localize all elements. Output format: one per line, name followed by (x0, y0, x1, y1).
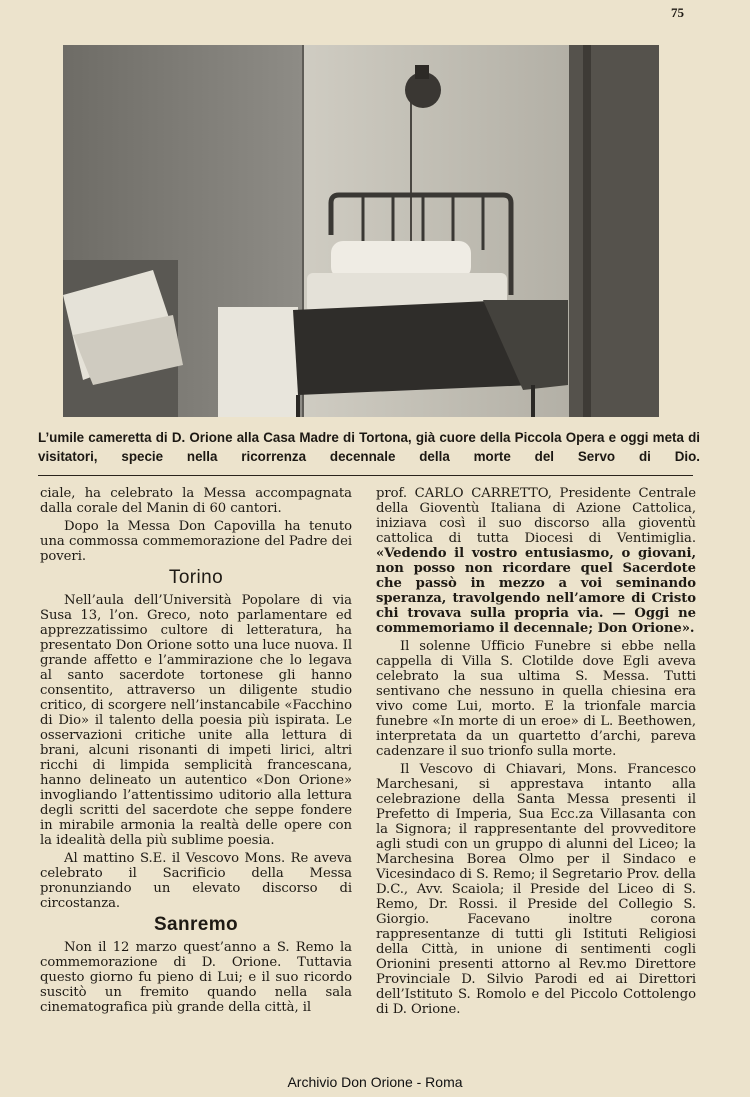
section-divider (38, 475, 693, 476)
photo-caption: L’umile cameretta di D. Orione alla Casa Madre di Tortona, già cuore della Piccola Opera e oggi meta di visitatori, specie nella ricorrenza decennale della morte del Servo di Dio. (38, 430, 700, 464)
right-column (376, 486, 696, 1020)
left-column (40, 486, 352, 1018)
page-number: 75 (671, 5, 684, 20)
archive-footer: Archivio Don Orione - Roma (287, 1074, 463, 1090)
right-paragraph-1-intro: prof. CARLO CARRETTO, Presidente Centrale della Gioventù Italiana di Azione Cattolica, iniziava così il suo discorso alla gioventù cattolica di tutta Diocesi di Ventimiglia. (376, 486, 696, 546)
left-paragraph-4: Al mattino S.E. il Vescovo Mons. Re aveva celebrato il Sacrificio della Messa pronunziando un elevato discorso di circostanza. (40, 851, 352, 911)
left-paragraph-5: Non il 12 marzo quest’anno a S. Remo la commemorazione di D. Orione. Tuttavia questo giorno fu pieno di Lui; e il suo ricordo suscitò un fremito quando nella sala cinematografica più grande della città, il (40, 940, 352, 1015)
right-paragraph-1 (376, 486, 696, 636)
heading-sanremo: Sanremo (153, 914, 239, 935)
left-paragraph-2: Dopo la Messa Don Capovilla ha tenuto una commossa commemorazione del Padre dei poveri. (40, 519, 352, 564)
right-paragraph-1-quote: «Vedendo il vostro entusiasmo, o giovani, non posso non ricordare quel Sacerdote che passò in mezzo a voi seminando speranza, travolgendo nell’amore di Cristo chi trovava sulla propria via. — Oggi ne commemoriamo il decennale; Don Orione». (376, 546, 696, 636)
left-paragraph-3: Nell’aula dell’Università Popolare di via Susa 13, l’on. Greco, noto parlamentare ed apprezzatissimo cultore di letteratura, ha presentato Don Orione sotto una luce nuova. Il grande affetto e l’ammirazione che lo legava al santo sacerdote tortonese gli hanno consentito, attraverso un diligente studio critico, di scorgere nell’instancabile «Facchino di Dio» il talento della poesia più ispirata. Le osservazioni critiche unite alla lettura di brani, alcuni risonanti di impeti lirici, altri ricchi di limpida semplicità francescana, hanno delineato un autentico «Don Orione» invogliando l’attentissimo uditorio alla lettura degli scritti del sacerdote che seppe fondere in mirabile armonia la realtà delle opere con la idealità della più sublime poesia. (40, 593, 352, 848)
bedroom-photo (63, 45, 659, 417)
right-paragraph-2: Il solenne Ufficio Funebre si ebbe nella cappella di Villa S. Clotilde dove Egli aveva celebrato la sua ultima S. Messa. Tutti sentivano che nessuno in quella chiesina era vivo come Lui, morto. E la trionfale marcia funebre «In morte di un eroe» di L. Beethowen, interpretata da un quartetto d’archi, pareva cadenzare il suo trionfo sulla morte. (376, 639, 696, 759)
right-paragraph-3: Il Vescovo di Chiavari, Mons. Francesco Marchesani, si apprestava intanto alla celebrazione della Santa Messa presenti il Prefetto di Imperia, Sua Ecc.za Villasanta con la Signora; il rappresentante del provveditore agli studi con un gruppo di alunni del Liceo; la Marchesina Borea Olmo per il Sindaco e Vicesindaco di S. Remo; il Segretario Prov. della D.C., Avv. Scaiola; il Preside del Liceo di S. Remo, Dr. Rossi. il Preside del Collegio S. Giorgio. Facevano inoltre corona rappresentanze di tutti gli Istituti Religiosi della Città, in unione di sentimenti cogli Orionini presenti attorno al Rev.mo Direttore Provinciale D. Silvio Parodi ed ai Direttori dell’Istituto S. Romolo e del Piccolo Cottolengo di D. Orione. (376, 762, 696, 1017)
heading-torino: Torino (168, 567, 224, 588)
left-paragraph-1: ciale, ha celebrato la Messa accompagnata dalla corale del Manin di 60 cantori. (40, 486, 352, 516)
